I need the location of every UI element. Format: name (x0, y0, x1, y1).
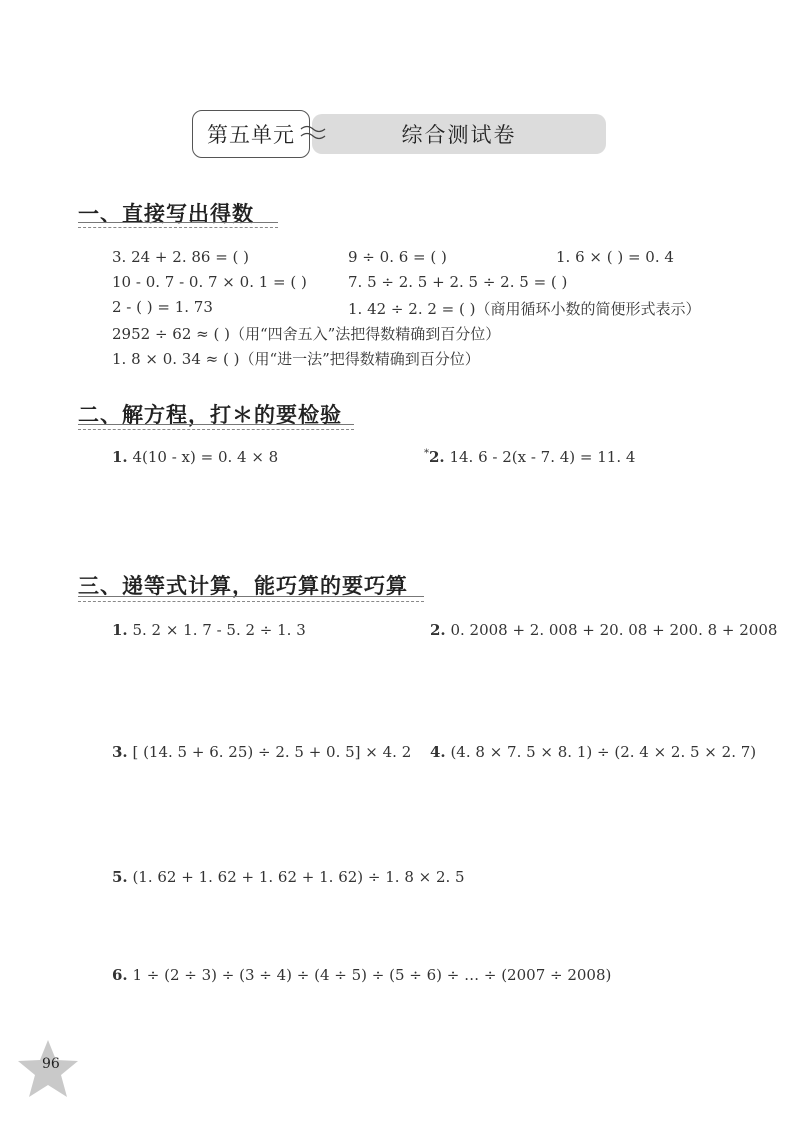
question-number: 1. (112, 448, 128, 466)
equation-text: 4(10 - x) = 0. 4 × 8 (132, 448, 279, 466)
expression-text: 1 ÷ (2 ÷ 3) ÷ (3 ÷ 4) ÷ (4 ÷ 5) ÷ (5 ÷ 6) ÷ … ÷ (2007 ÷ 2008) (132, 966, 612, 984)
calc-problem-3 (112, 743, 411, 761)
oral-calc-item: 7. 5 ÷ 2. 5 + 2. 5 ÷ 2. 5 = ( ) (348, 273, 568, 291)
question-number: 6. (112, 966, 128, 984)
banner-title: 综合测试卷 (401, 123, 517, 147)
question-number: 5. (112, 868, 128, 886)
question-number: 3. (112, 743, 128, 761)
section-underline-1 (78, 222, 278, 228)
oral-calc-item: 3. 24 + 2. 86 = ( ) (112, 248, 250, 266)
expression-text: (4. 8 × 7. 5 × 8. 1) ÷ (2. 4 × 2. 5 × 2. 7) (450, 743, 757, 761)
section-heading-2: 二、解方程，打＊的要检验 (78, 403, 342, 427)
oral-calc-item: 2952 ÷ 62 ≈ ( )（用“四舍五入”法把得数精确到百分位） (112, 325, 501, 343)
calc-problem-1 (112, 621, 306, 639)
section-underline-2 (78, 424, 354, 430)
question-number: 2. (429, 448, 445, 466)
calc-problem-6 (112, 966, 611, 984)
oral-calc-item: 2 - ( ) = 1. 73 (112, 298, 213, 316)
oral-calc-item: 10 - 0. 7 - 0. 7 × 0. 1 = ( ) (112, 273, 307, 291)
expression-text: 5. 2 × 1. 7 - 5. 2 ÷ 1. 3 (132, 621, 306, 639)
unit-banner (192, 110, 608, 160)
equation-1 (112, 448, 278, 466)
page-number: 96 (42, 1056, 60, 1072)
question-number: 4. (430, 743, 446, 761)
oral-calc-item: 1. 6 × ( ) = 0. 4 (556, 248, 674, 266)
equation-text: 14. 6 - 2(x - 7. 4) = 11. 4 (449, 448, 636, 466)
question-number: 1. (112, 621, 128, 639)
section-underline-3 (78, 596, 424, 602)
question-number: 2. (430, 621, 446, 639)
calc-problem-2 (430, 621, 777, 639)
unit-label: 第五单元 (192, 110, 310, 158)
calc-problem-4 (430, 743, 756, 761)
section-heading-1: 一、直接写出得数 (78, 202, 254, 226)
equation-2 (424, 448, 635, 466)
oral-calc-item: 1. 42 ÷ 2. 2 = ( )（商用循环小数的简便形式表示） (348, 300, 701, 318)
oral-calc-item: 1. 8 × 0. 34 ≈ ( )（用“进一法”把得数精确到百分位） (112, 350, 480, 368)
expression-text: (1. 62 + 1. 62 + 1. 62 + 1. 62) ÷ 1. 8 × 2. 5 (132, 868, 465, 886)
wave-ornament-icon (300, 124, 326, 142)
expression-text: 0. 2008 + 2. 008 + 20. 08 + 200. 8 + 2008 (450, 621, 778, 639)
expression-text: [ (14. 5 + 6. 25) ÷ 2. 5 + 0. 5] × 4. 2 (132, 743, 412, 761)
check-required-mark: * (424, 448, 429, 459)
section-heading-3: 三、递等式计算，能巧算的要巧算 (78, 574, 408, 598)
oral-calc-item: 9 ÷ 0. 6 = ( ) (348, 248, 447, 266)
calc-problem-5 (112, 868, 465, 886)
